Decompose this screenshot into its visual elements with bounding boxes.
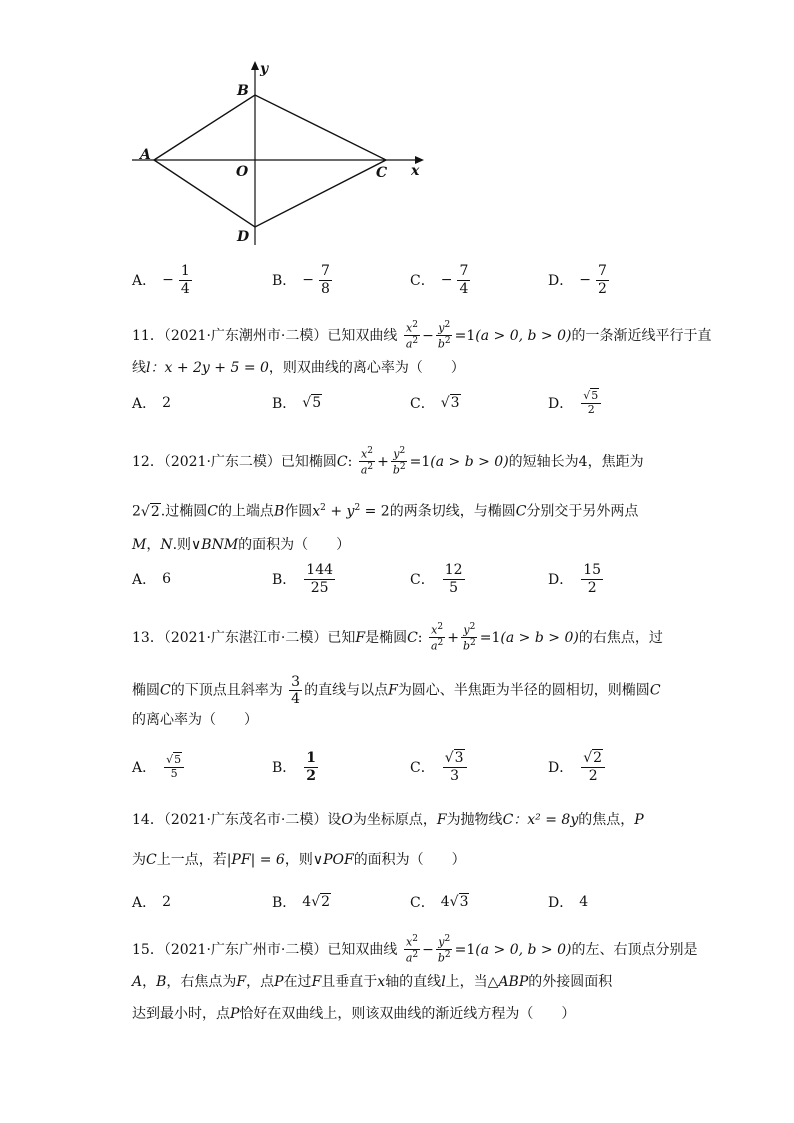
q12-stem-line1: 12．（2021·广东二模）已知椭圆C: $\frac{x^2}{a^2}$ + $\frac{y^2}{b^2}$ =1(a > b > 0)的短轴长为4，焦距为: [132, 446, 644, 477]
q13-option-b[interactable]: B． $\frac{1}{2}$: [272, 750, 317, 784]
point-b-label: B: [237, 83, 249, 99]
q12-option-c[interactable]: C． $\frac{12}{5}$: [410, 562, 463, 596]
q10-option-c[interactable]: C． − $\frac{7}{4}$: [410, 263, 469, 297]
axis-x-label: x: [411, 163, 420, 179]
q15-stem-line3: 达到最小时，点P恰好在双曲线上，则该双曲线的渐近线方程为（ ）: [132, 1006, 576, 1022]
q12-option-d[interactable]: D． $\frac{15}{2}$: [548, 562, 602, 596]
q13-option-d[interactable]: D． $\frac{√2}{2}$: [548, 745, 607, 789]
q11-option-d[interactable]: D． $\frac{√5}{2}$: [548, 381, 603, 425]
q13-stem-line3: 的离心率为（ ）: [132, 712, 258, 728]
q13-stem-line1: 13．（2021·广东湛江市·二模）已知F是椭圆C: $\frac{x^2}{a^2}$ + $\frac{y^2}{b^2}$ =1(a > b > 0)的右焦点，过: [132, 622, 663, 653]
q12-options: [132, 557, 692, 601]
coordinate-diagram: [128, 55, 428, 250]
q11-stem-line2: 线l：x + 2y + 5 = 0，则双曲线的离心率为（ ）: [132, 360, 465, 376]
q10-options: [132, 258, 692, 302]
q12-option-b[interactable]: B． $\frac{144}{25}$: [272, 562, 334, 596]
q14-option-d[interactable]: D． 4: [548, 894, 589, 911]
q11-option-b[interactable]: B． √5: [272, 395, 322, 412]
q14-stem-line1: 14．（2021·广东茂名市·二模）设O为坐标原点，F为抛物线C：x² = 8y的焦点，P: [132, 812, 644, 828]
q15-stem-line2: A，B，右焦点为F，点P在过F且垂直于x轴的直线l上，当△ABP的外接圆面积: [132, 974, 613, 990]
q14-option-b[interactable]: B． 4 √2: [272, 894, 331, 911]
q12-stem-line3: M，N.则∨BNM的面积为（ ）: [132, 537, 351, 553]
q12-option-a[interactable]: A． 6: [132, 571, 172, 588]
point-o-label: O: [236, 164, 249, 180]
q14-option-c[interactable]: C． 4 √3: [410, 894, 469, 911]
axis-y-label: y: [260, 61, 269, 77]
rhombus-figure: [128, 55, 428, 250]
q13-stem-line2: 椭圆C的下顶点且斜率为 $\frac{3}{4}$ 的直线与以点F为圆心、半焦距为半径的圆相切，则椭圆C: [132, 674, 661, 708]
q13-option-a[interactable]: A． $\frac{√5}{5}$: [132, 745, 186, 789]
q15-stem-line1: 15．（2021·广东广州市·二模）已知双曲线 $\frac{x^2}{a^2}$ − $\frac{y^2}{b^2}$ =1(a > 0, b > 0)的左、右顶点分别是: [132, 934, 698, 965]
q11-options: [132, 381, 692, 425]
q13-option-c[interactable]: C． $\frac{√3}{3}$: [410, 745, 469, 789]
q11-stem-line1: 11．（2021·广东潮州市·二模）已知双曲线 $\frac{x^2}{a^2}$ − $\frac{y^2}{b^2}$ =1(a > 0, b > 0)的一条渐近线平行于直: [132, 320, 712, 351]
q11-option-c[interactable]: C． √3: [410, 395, 460, 412]
q10-option-a[interactable]: A． − $\frac{1}{4}$: [132, 263, 190, 297]
q10-option-d[interactable]: D． − $\frac{7}{2}$: [548, 263, 607, 297]
point-d-label: D: [237, 229, 250, 245]
q10-option-b[interactable]: B． − $\frac{7}{8}$: [272, 263, 330, 297]
q13-options: [132, 745, 692, 789]
q14-stem-line2: 为C上一点，若|PF| = 6，则∨POF的面积为（ ）: [132, 852, 466, 868]
q14-options: [132, 880, 692, 924]
q14-option-a[interactable]: A． 2: [132, 894, 172, 911]
q11-option-a[interactable]: A． 2: [132, 395, 172, 412]
point-a-label: A: [140, 147, 151, 163]
q12-stem-line2: 2√2.过椭圆C的上端点B作圆$x^2 + y^2 = 2$的两条切线，与椭圆C分别交于另外两点: [132, 503, 639, 520]
point-c-label: C: [376, 165, 388, 181]
